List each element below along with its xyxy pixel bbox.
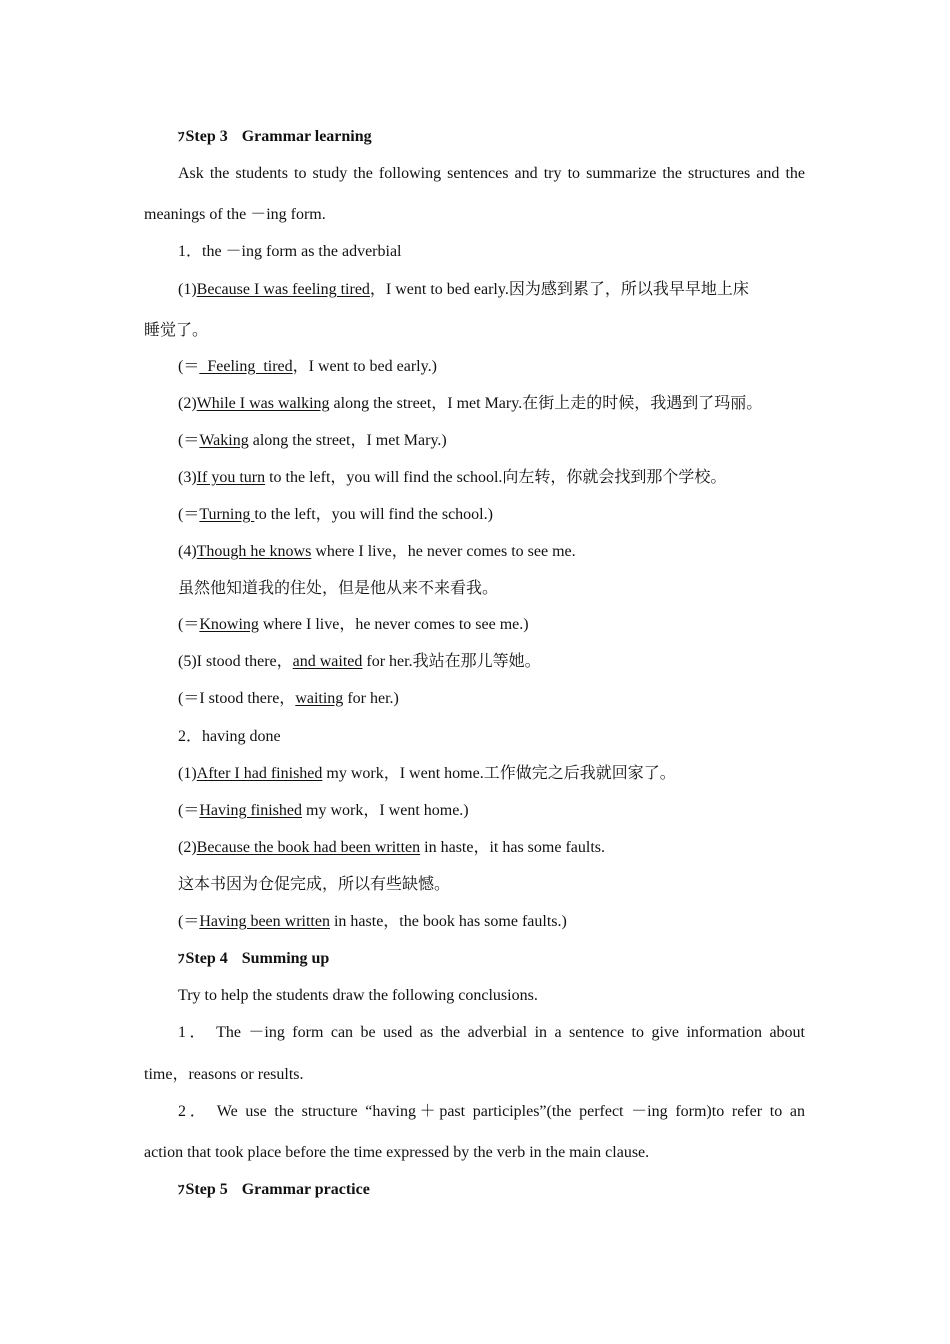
example-4-rewrite: (＝Knowing where I live，he never comes to see me.) [178,616,529,633]
step3-number: Step 3 [185,128,228,145]
step3-title: Grammar learning [241,128,372,145]
example-7-translation: 这本书因为仓促完成，所以有些缺憾。 [178,876,451,893]
intro-line-2: meanings of the －ing form. [144,206,326,223]
step-marker-icon: ﾌ [178,1182,185,1197]
section-2-heading: 2．having done [178,728,281,745]
step-marker-icon: ﾌ [178,129,185,144]
example-4-translation: 虽然他知道我的住处，但是他从来不来看我。 [178,580,499,597]
example-7-rewrite: (＝Having been written in haste，the book has some faults.) [178,913,567,930]
step3-heading [178,127,372,147]
example-3-original: (3)If you turn to the left，you will find the school.向左转，你就会找到那个学校。 [178,469,727,486]
conclusion-2-line-1: 2． We use the structure “having＋past participles”(the perfect －ing form)to refer to an [178,1103,805,1120]
conclusion-1-line-1: 1． The －ing form can be used as the adverbial in a sentence to give information about [178,1024,805,1041]
intro-line-1: Ask the students to study the following sentences and try to summarize the structures and the [178,165,805,182]
step4-heading [178,949,329,969]
example-2-rewrite: (＝Waking along the street，I met Mary.) [178,432,447,449]
step5-number: Step 5 [185,1181,228,1198]
step4-title: Summing up [241,950,330,967]
example-1-rewrite: (＝ Feeling tired，I went to bed early.) [178,358,437,375]
example-3-rewrite: (＝Turning to the left，you will find the school.) [178,506,493,523]
step-marker-icon: ﾌ [178,951,185,966]
example-1-original: (1)Because I was feeling tired，I went to bed early.因为感到累了，所以我早早地上床 [178,281,749,298]
example-5-rewrite: (＝I stood there，waiting for her.) [178,690,399,707]
step5-title: Grammar practice [241,1181,370,1198]
example-4-original: (4)Though he knows where I live，he never comes to see me. [178,543,576,560]
step5-heading [178,1180,370,1200]
conclusion-2-line-2: action that took place before the time expressed by the verb in the main clause. [144,1144,650,1161]
section-1-heading: 1．the －ing form as the adverbial [178,243,402,260]
example-7-original: (2)Because the book had been written in haste，it has some faults. [178,839,606,856]
step4-number: Step 4 [185,950,228,967]
example-1-continuation: 睡觉了。 [144,322,209,339]
example-2-original: (2)While I was walking along the street，I met Mary.在街上走的时候，我遇到了玛丽。 [178,395,763,412]
example-5-original: (5)I stood there，and waited for her.我站在那儿等她。 [178,653,541,670]
example-6-rewrite: (＝Having finished my work，I went home.) [178,802,469,819]
example-6-original: (1)After I had finished my work，I went home.工作做完之后我就回家了。 [178,765,676,782]
conclusion-1-line-2: time，reasons or results. [144,1066,304,1083]
summing-instruction: Try to help the students draw the following conclusions. [178,987,538,1004]
